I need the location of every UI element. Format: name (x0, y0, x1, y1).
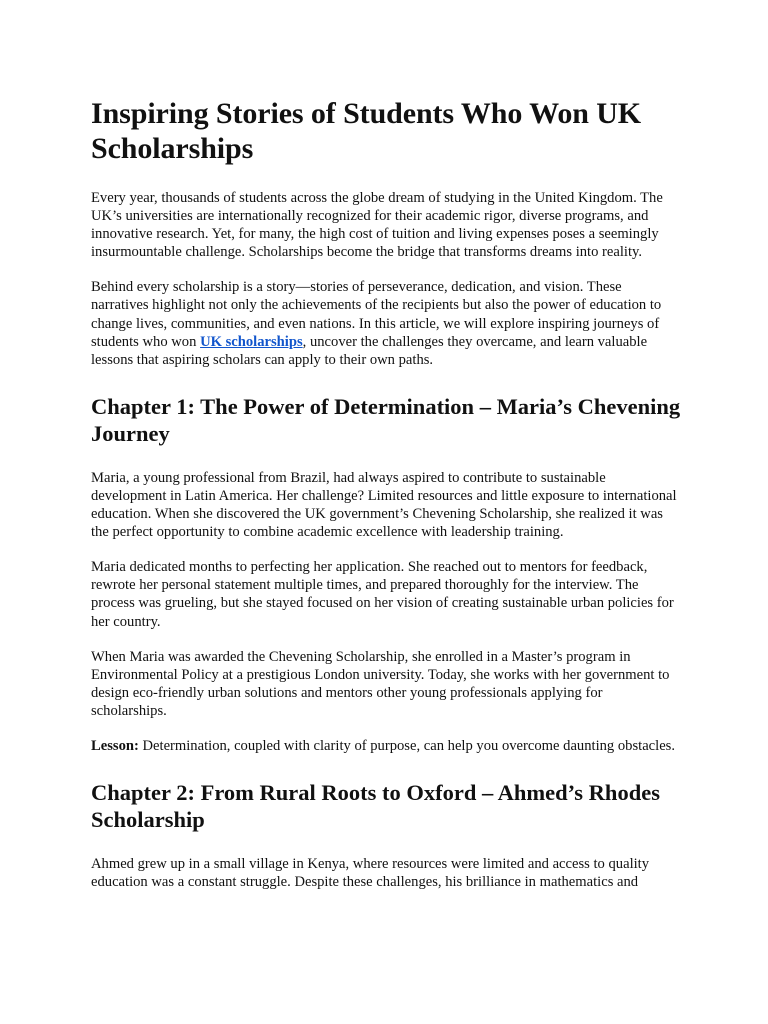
chapter-2-heading: Chapter 2: From Rural Roots to Oxford – Ahmed’s Rhodes Scholarship (91, 780, 660, 833)
lesson-text: Determination, coupled with clarity of purpose, can help you overcome daunting obstacles. (138, 737, 676, 754)
lesson-label: Lesson: (91, 737, 139, 754)
chapter-2-paragraph-1: Ahmed grew up in a small village in Kenya, where resources were limited and access to quality education was a constant struggle. Despite these challenges, his brilliance in mathematics and (91, 856, 650, 891)
chapter-1-paragraph-1: Maria, a young professional from Brazil, had always aspired to contribute to sustainable development in Latin America. Her challenge? Limited resources and little exposure to international education. When she discovered the UK government’s Chevening Scholarship, she realized it was the perfect opportunity to combine academic excellence with leadership training. (91, 469, 677, 541)
article-title: Inspiring Stories of Students Who Won UK Scholarships (91, 97, 642, 165)
chapter-1-paragraph-2: Maria dedicated months to perfecting her application. She reached out to mentors for feedback, rewrote her personal statement multiple times, and prepared thoroughly for the interview. The process was grueling, but she stayed focused on her vision of creating sustainable urban policies for her country. (91, 559, 674, 630)
intro-paragraph-2-start: Behind every scholarship is a story—stories of perseverance, dedication, and vision. These narratives highlight not only the achievements of the recipients but also the power of education to change lives, communities, and even nations. In this article, we will explore inspiring journeys of students who won (91, 279, 662, 350)
chapter-1-paragraph-3: When Maria was awarded the Chevening Scholarship, she enrolled in a Master’s program in Environmental Policy at a prestigious London university. Today, she works with her government to design eco-friendly urban solutions and mentors other young professionals applying for scholarships. (91, 648, 670, 719)
uk-scholarships-link[interactable]: UK scholarships (200, 333, 303, 350)
intro-paragraph-2 (91, 278, 681, 368)
intro-paragraph-1: Every year, thousands of students across the globe dream of studying in the United Kingdom. The UK’s universities are internationally recognized for their academic rigor, diverse programs, and innovative research. Yet, for many, the high cost of tuition and living expenses poses a seemingly insurmountable challenge. Scholarships become the bridge that transforms dreams into reality. (91, 190, 663, 261)
chapter-1-heading: Chapter 1: The Power of Determination – Maria’s Chevening Journey (91, 393, 681, 446)
document-page (91, 96, 681, 908)
chapter-1-lesson (91, 737, 681, 755)
intro-paragraph-2-end: , uncover the challenges they overcame, and learn valuable lessons that aspiring scholars can apply to their own paths. (91, 333, 648, 368)
